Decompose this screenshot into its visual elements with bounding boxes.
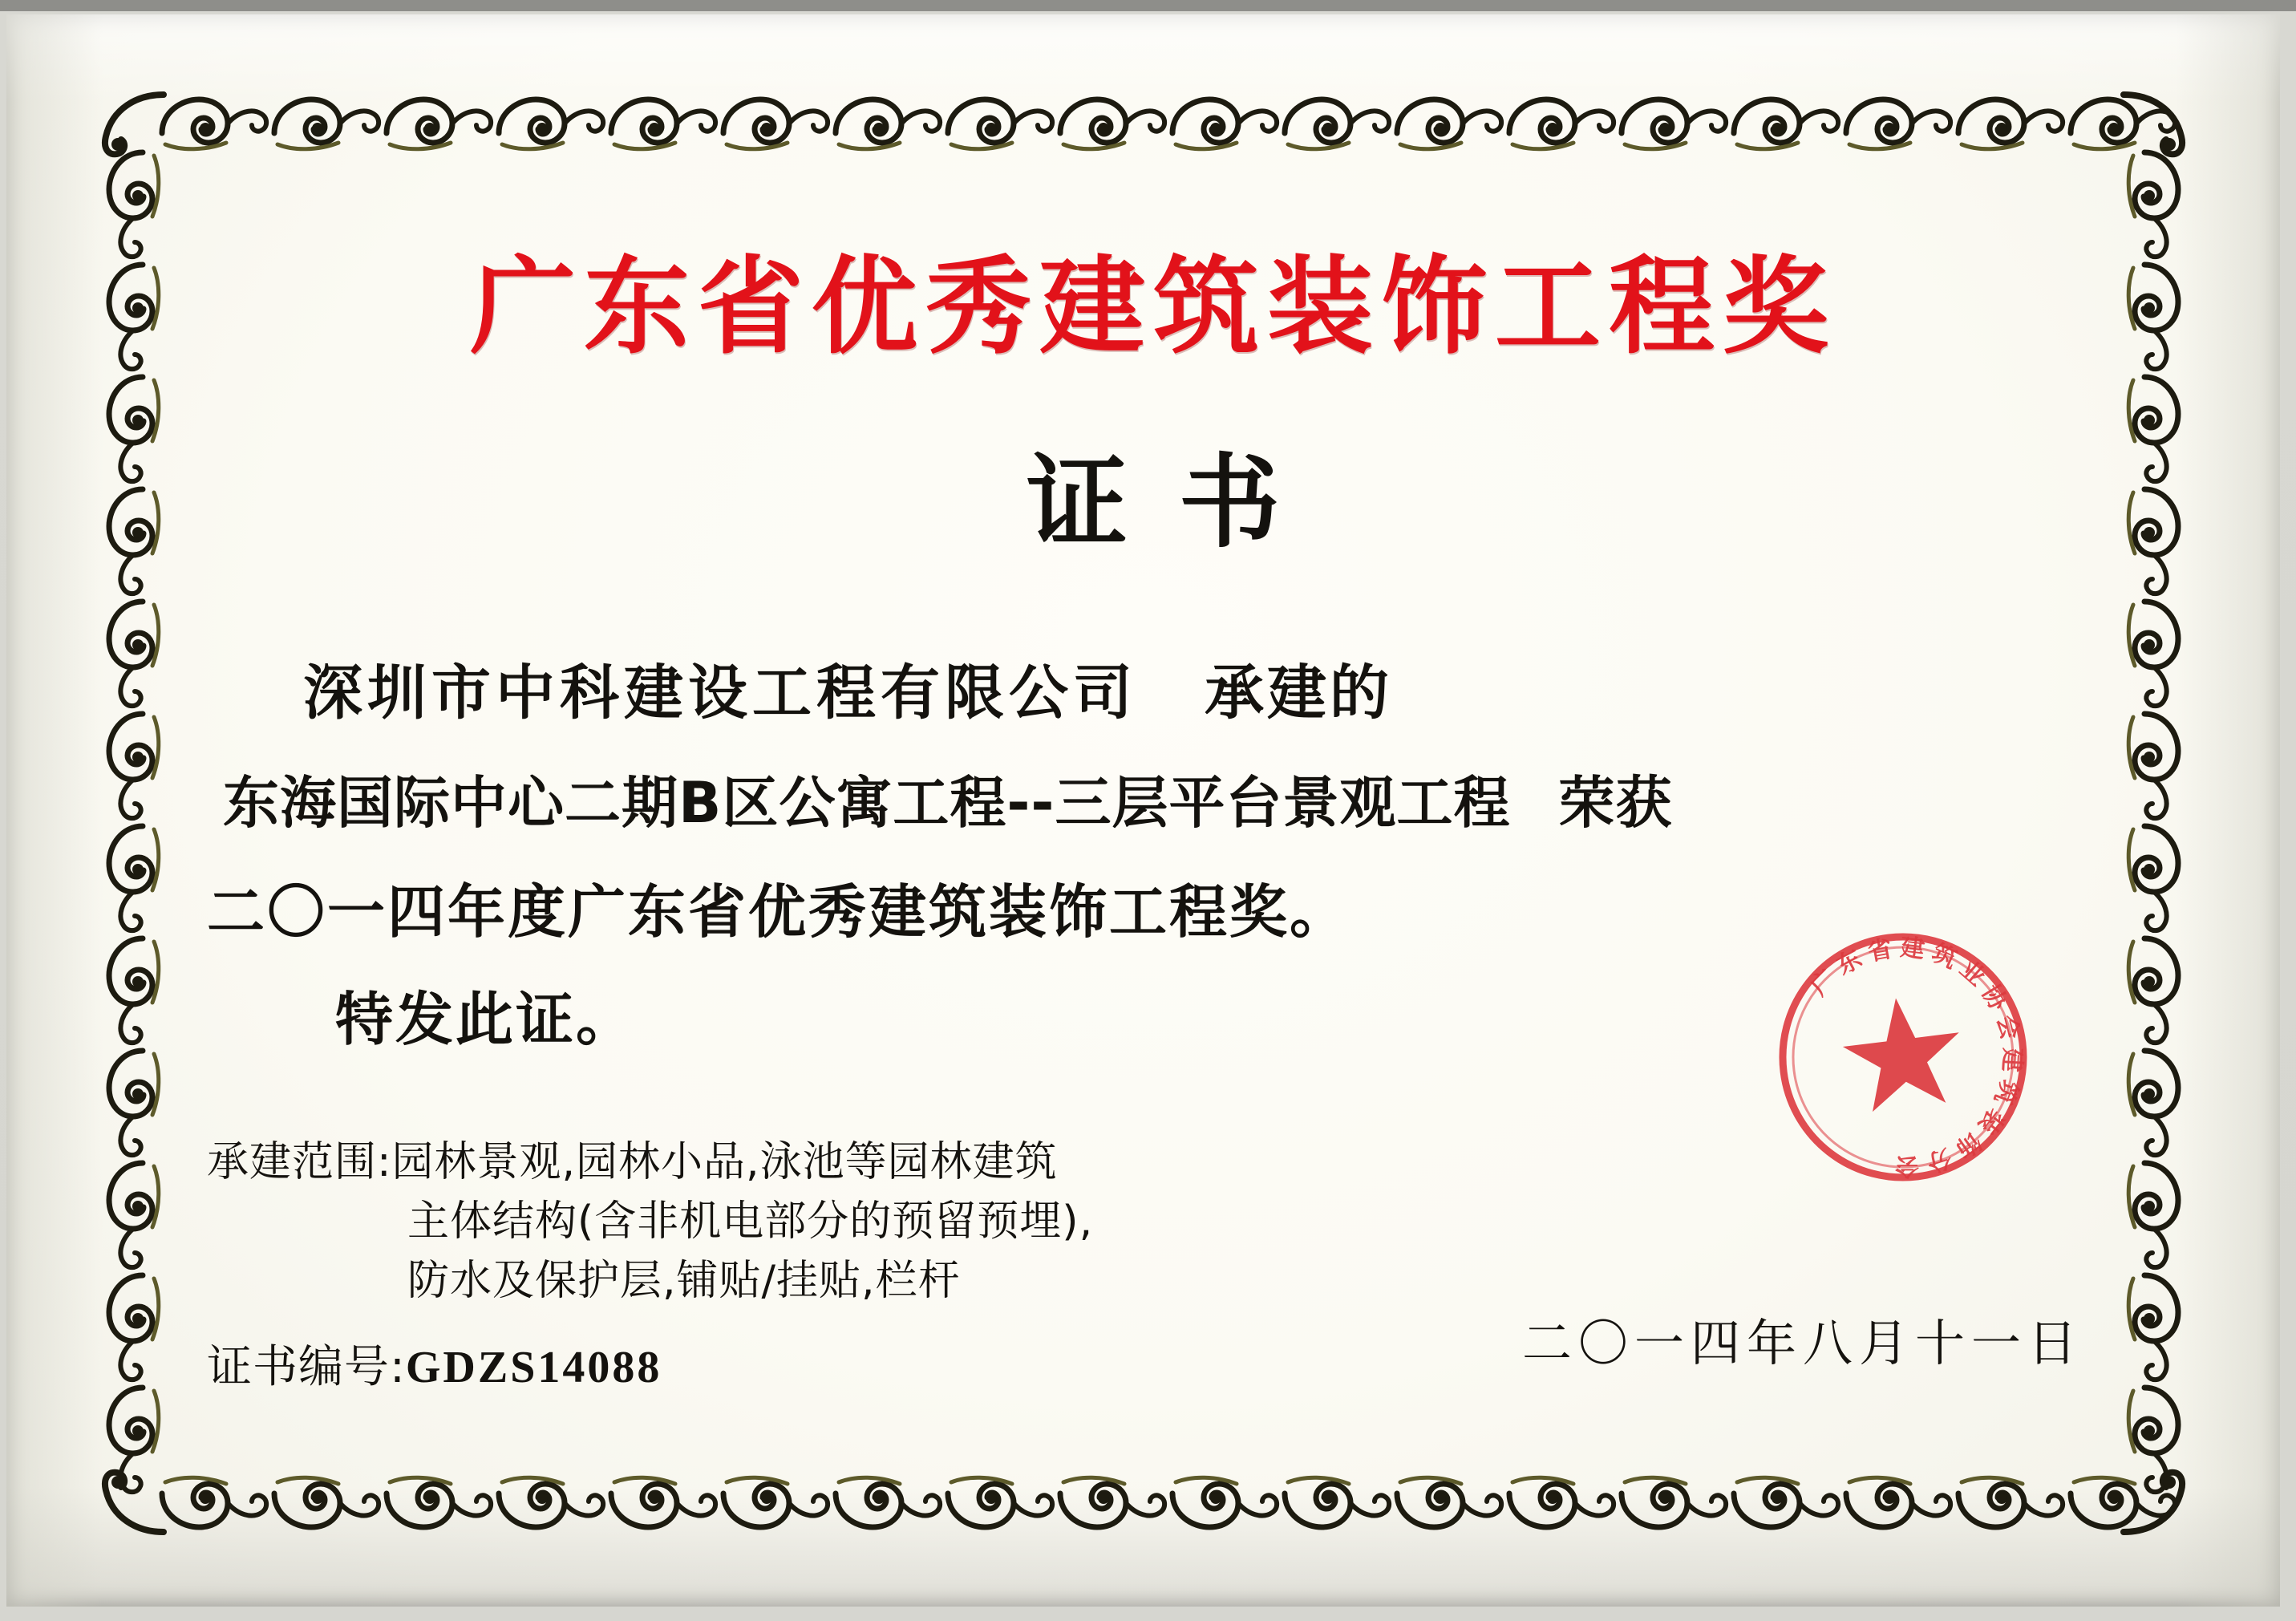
award-title: 广东省优秀建筑装饰工程奖 bbox=[470, 245, 1836, 369]
certificate-paper bbox=[6, 14, 2280, 1607]
issue-date: 二〇一四年八月十一日 bbox=[1521, 1314, 2083, 1372]
project-name: 东海国际中心二期B区公寓工程--三层平台景观工程 bbox=[223, 770, 1511, 837]
paper-gloss-top bbox=[6, 14, 2280, 103]
award-statement: 二〇一四年度广东省优秀建筑装饰工程奖。 bbox=[207, 877, 1350, 946]
svg-text:广东省建筑业协会建筑装饰分会: 广东省建筑业协会建筑装饰分会 bbox=[1805, 933, 2027, 1181]
corner-ornament-bottom-right bbox=[2117, 1466, 2191, 1540]
official-seal bbox=[1751, 906, 2055, 1210]
project-line-tail: 荣获 bbox=[1558, 770, 1673, 837]
certificate-number-value: GDZS14088 bbox=[405, 1343, 662, 1393]
paper-gloss-right bbox=[2176, 14, 2280, 1607]
scope-line-3: 防水及保护层,铺贴/挂贴,栏杆 bbox=[407, 1256, 961, 1305]
paper-gloss-left bbox=[6, 14, 103, 1607]
border-right bbox=[2124, 91, 2186, 1535]
corner-ornament-top-right bbox=[2117, 87, 2191, 160]
company-line-tail: 承建的 bbox=[1205, 658, 1392, 727]
company-name: 深圳市中科建设工程有限公司 bbox=[303, 658, 1137, 727]
certificate-content bbox=[207, 183, 2100, 1482]
issue-statement: 特发此证。 bbox=[335, 985, 637, 1053]
document-type-title: 证书 bbox=[1027, 443, 1331, 561]
border-top bbox=[101, 91, 2186, 154]
border-left bbox=[101, 91, 164, 1535]
company-line bbox=[207, 647, 2100, 740]
scope-line-1: 园林景观,园林小品,泳池等园林建筑 bbox=[391, 1138, 1058, 1186]
corner-ornament-bottom-left bbox=[96, 1466, 170, 1540]
certificate-number-label: 证书编号: bbox=[207, 1341, 406, 1394]
project-line bbox=[207, 760, 2100, 847]
corner-ornament-top-left bbox=[96, 87, 170, 160]
scope-line-2: 主体结构(含非机电部分的预留预埋), bbox=[407, 1197, 1094, 1246]
scope-label: 承建范围: bbox=[207, 1138, 392, 1186]
